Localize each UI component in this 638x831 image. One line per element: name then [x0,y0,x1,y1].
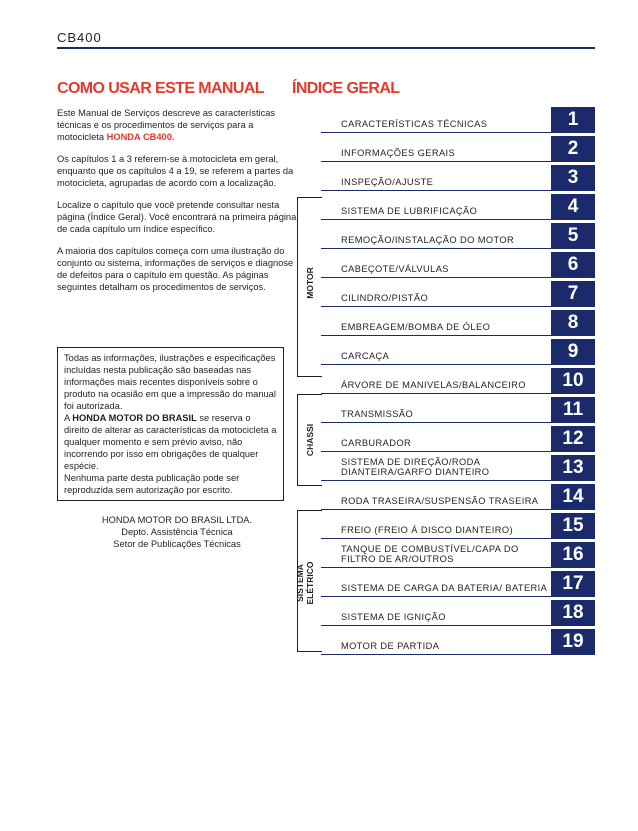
index-row[interactable] [321,310,595,336]
intro-paragraph-3: Localize o capítulo que você pretende consultar nesta página (Índice Geral). Você encontrará na primeira página de cada capítulo um índice específico. [57,200,297,234]
index-row[interactable] [321,397,595,423]
manufacturer-name: HONDA MOTOR DO BRASIL [72,413,197,423]
index-row-label: EMBREAGEM/BOMBA DE ÓLEO [341,322,491,332]
notice-box [57,347,284,501]
index-row-number: 5 [551,223,595,248]
index-row-label: SISTEMA DE LUBRIFICAÇÃO [341,206,478,216]
index-row-number: 9 [551,339,595,364]
group-eletrico-label-line-1: SISTEMA [295,564,305,602]
index-row[interactable] [321,252,595,278]
index-row-number: 19 [551,629,595,654]
index-row-label: SISTEMA DE DIREÇÃO/RODA DIANTEIRA/GARFO DIANTEIRO [341,457,490,477]
index-row-number: 14 [551,484,595,509]
index-row[interactable] [321,107,595,133]
index-row-label: FREIO (FREIO Á DISCO DIANTEIRO) [341,525,514,535]
index-row-number: 3 [551,165,595,190]
index-row[interactable] [321,368,595,394]
index-row-label: CARACTERÍSTICAS TÉCNICAS [341,119,488,129]
intro-text [57,107,297,303]
index-row-number: 11 [551,397,595,422]
index-row[interactable] [321,484,595,510]
index-row[interactable] [321,281,595,307]
index-row[interactable] [321,223,595,249]
index-row[interactable] [321,194,595,220]
company-department: Depto. Assistência Técnica [121,527,233,537]
index-row[interactable] [321,136,595,162]
index-row-number: 4 [551,194,595,219]
model-name: HONDA CB400. [106,132,175,142]
group-chassi-bracket [297,394,322,486]
index-row[interactable] [321,513,595,539]
index-row-label: TANQUE DE COMBUSTÍVEL/CAPA DO FILTRO DE AR/OUTROS [341,544,519,564]
index-row[interactable] [321,542,595,568]
index-row[interactable] [321,629,595,655]
group-eletrico-label-line-2: ELÉTRICO [305,561,315,605]
index-row-label: RODA TRASEIRA/SUSPENSÃO TRASEIRA [341,496,539,506]
general-index-title: ÍNDICE GERAL [292,80,400,97]
notice-text-2 [64,412,277,472]
index-row-label: INFORMAÇÕES GERAIS [341,148,456,158]
group-eletrico-label [295,553,315,613]
index-row-label: CARCAÇA [341,351,390,361]
index-row-label: TRANSMISSÃO [341,409,414,419]
index-row[interactable] [321,165,595,191]
group-motor-label: MOTOR [305,267,315,299]
how-to-use-title: COMO USAR ESTE MANUAL [57,80,264,97]
index-row-number: 13 [551,455,595,480]
index-row[interactable] [321,571,595,597]
group-motor-bracket [297,197,322,377]
index-row-number: 10 [551,368,595,393]
intro-paragraph-2: Os capítulos 1 a 3 referem-se à motocicleta em geral, enquanto que os capítulos 4 a 19, se referem a partes da motocicleta, agrupadas de acordo com a localização. [57,154,294,188]
index-row-label: CARBURADOR [341,438,412,448]
intro-paragraph-1 [57,107,297,143]
index-row-number: 6 [551,252,595,277]
company-info [57,514,297,550]
group-chassi-label: CHASSI [305,423,315,457]
index-row-label: CABEÇOTE/VÁLVULAS [341,264,449,274]
index-row-label: CILINDRO/PISTÃO [341,293,429,303]
group-eletrico-bracket [297,510,322,652]
document-code: CB400 [57,30,102,45]
notice-text-2-pre: A [64,413,73,423]
notice-text-1: Todas as informações, ilustrações e especificações incluídas nesta publicação são baseadas nas informações mais recentes disponíveis sobre o produto na ocasião em que a impressão do manual foi autorizada. [64,353,276,411]
index-row-number: 18 [551,600,595,625]
company-name: HONDA MOTOR DO BRASIL LTDA. [101,515,253,525]
index-row-label: ÁRVORE DE MANIVELAS/BALANCEIRO [341,380,526,390]
index-row-label: MOTOR DE PARTIDA [341,641,440,651]
index-row-number: 15 [551,513,595,538]
index-row-label: SISTEMA DE IGNIÇÃO [341,612,446,622]
index-row-number: 17 [551,571,595,596]
index-row-label: REMOÇÃO/INSTALAÇÃO DO MOTOR [341,235,515,245]
index-row-number: 8 [551,310,595,335]
index-row[interactable] [321,455,595,481]
index-row-number: 7 [551,281,595,306]
intro-paragraph-4: A maioria dos capítulos começa com uma ilustração do conjunto ou sistema, informações de serviços e diagnose de defeitos para o capítulo em questão. As páginas seguintes detalham os procedimentos de serviços. [57,246,294,292]
index-row-label: INSPEÇÃO/AJUSTE [341,177,434,187]
notice-text-3: Nenhuma parte desta publicação pode ser reproduzida sem autorização por escrito. [64,473,240,495]
intro-paragraph-1-text: Este Manual de Serviços descreve as características técnicas e os procedimentos de serviços para a motocicleta [57,108,276,142]
notice-text-2-post: se reserva o direito de alterar as características da motocicleta a qualquer momento e sem prévio aviso, não incorrendo por isso em obrigações de qualquer espécie. [64,413,277,471]
index-row[interactable] [321,600,595,626]
index-row[interactable] [321,426,595,452]
index-row-number: 2 [551,136,595,161]
index-row-number: 16 [551,542,595,567]
company-sector: Setor de Publicações Técnicas [113,539,241,549]
index-row[interactable] [321,339,595,365]
index-row-label: SISTEMA DE CARGA DA BATERIA/ BATERIA [341,583,548,593]
index-row-number: 12 [551,426,595,451]
index-row-number: 1 [551,107,595,132]
header-rule [57,47,595,49]
